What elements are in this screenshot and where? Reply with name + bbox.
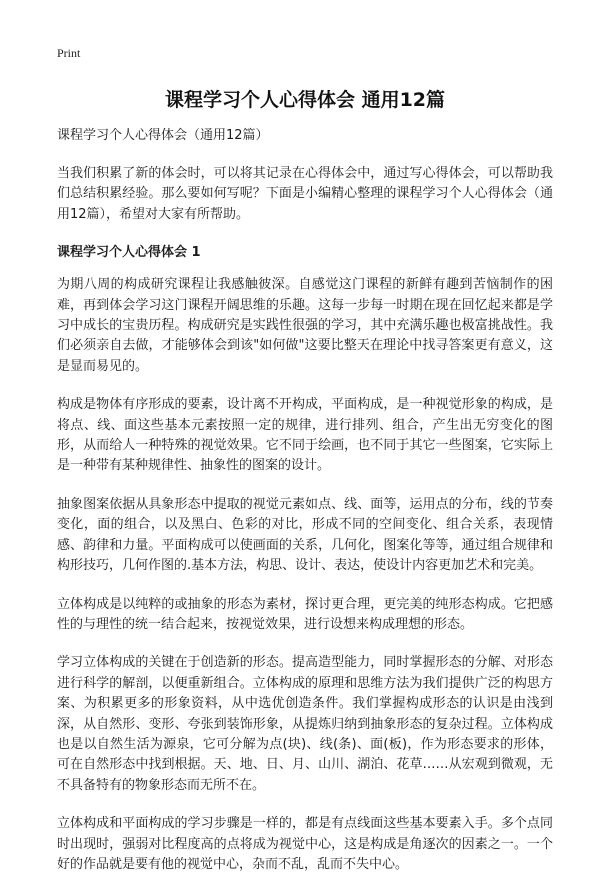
section-heading: 课程学习个人心得体会 1: [57, 245, 201, 261]
body-paragraph-5: 学习立体构成的关键在于创造新的形态。提高造型能力，同时掌握形态的分解、对形态进行科学的解剖，以便重新组合。立体构成的原理和思维方法为我们提供广泛的构思方案、为积累更多的形象资料，从中选优创造条件。我们掌握构成形态的认识是由浅到深，从自然形、变形、夸张到装饰形象，从提炼归纳到抽象形态的复杂过程。立体构成也是以自然生活为源泉，它可分解为点(块)、线(条)、面(板)，作为形态要求的形体，可在自然形态中找到根据。天、地、日、月、山川、湖泊、花草……从宏观到微观，无不具备特有的物象形态而无所不在。: [57, 655, 553, 793]
body-paragraph-2: 构成是物体有序形成的要素，设计离不开构成，平面构成，是一种视觉形象的构成，是将点、线、面这些基本元素按照一定的规律，进行排列、组合，产生出无穷变化的图形，从而给人一种特殊的视觉效果。它不同于绘画，也不同于其它一些图案，它实际上是一种带有某种规律性、抽象性的图案的设计。: [57, 397, 553, 474]
body-paragraph-3: 抽象图案依据从具象形态中提取的视觉元素如点、线、面等，运用点的分布，线的节奏变化，面的组合，以及黑白、色彩的对比，形成不同的空间变化、组合关系，表现情感、韵律和力量。平面构成可以使画面的关系，几何化，图案化等等，通过组合规律和构形技巧，几何作图的.基本方法，构思、设计、表达，使设计内容更加艺术和完美。: [57, 496, 553, 574]
document-title: 课程学习个人心得体会 通用12篇: [164, 89, 446, 111]
print-link[interactable]: Print: [57, 46, 81, 60]
body-paragraph-4: 立体构成是以纯粹的或抽象的形态为素材，探讨更合理，更完美的纯形态构成。它把感性的与理性的统一结合起来，按视觉效果，进行设想来构成理想的形态。: [57, 596, 553, 632]
body-paragraph-1: 为期八周的构成研究课程让我感触彼深。自感觉这门课程的新鲜有趣到苦恼制作的困难，再到体会学习这门课程开阔思维的乐趣。这每一步每一时期在现在回忆起来都是学习中成长的宝贵历程。构成研究是实践性很强的学习，其中充满乐趣也极富挑战性。我们必须亲自去做，才能够体会到该"如何做"这要比整天在理论中找寻答案更有意义，这是显而易见的。: [57, 277, 553, 374]
document-subtitle: 课程学习个人心得体会（通用12篇）: [57, 128, 269, 143]
intro-paragraph: 当我们积累了新的体会时，可以将其记录在心得体会中，通过写心得体会，可以帮助我们总结积累经验。那么要如何写呢？下面是小编精心整理的课程学习个人心得体会（通用12篇），希望对大家有所帮助。: [57, 166, 553, 222]
body-paragraph-6: 立体构成和平面构成的学习步骤是一样的，都是有点线面这些基本要素入手。多个点同时出现时，强弱对比程度高的点将成为视觉中心，这是构成是角逐次的因素之一。一个好的作品就是要有他的视觉中心，杂而不乱，乱而不失中心。: [57, 816, 553, 872]
